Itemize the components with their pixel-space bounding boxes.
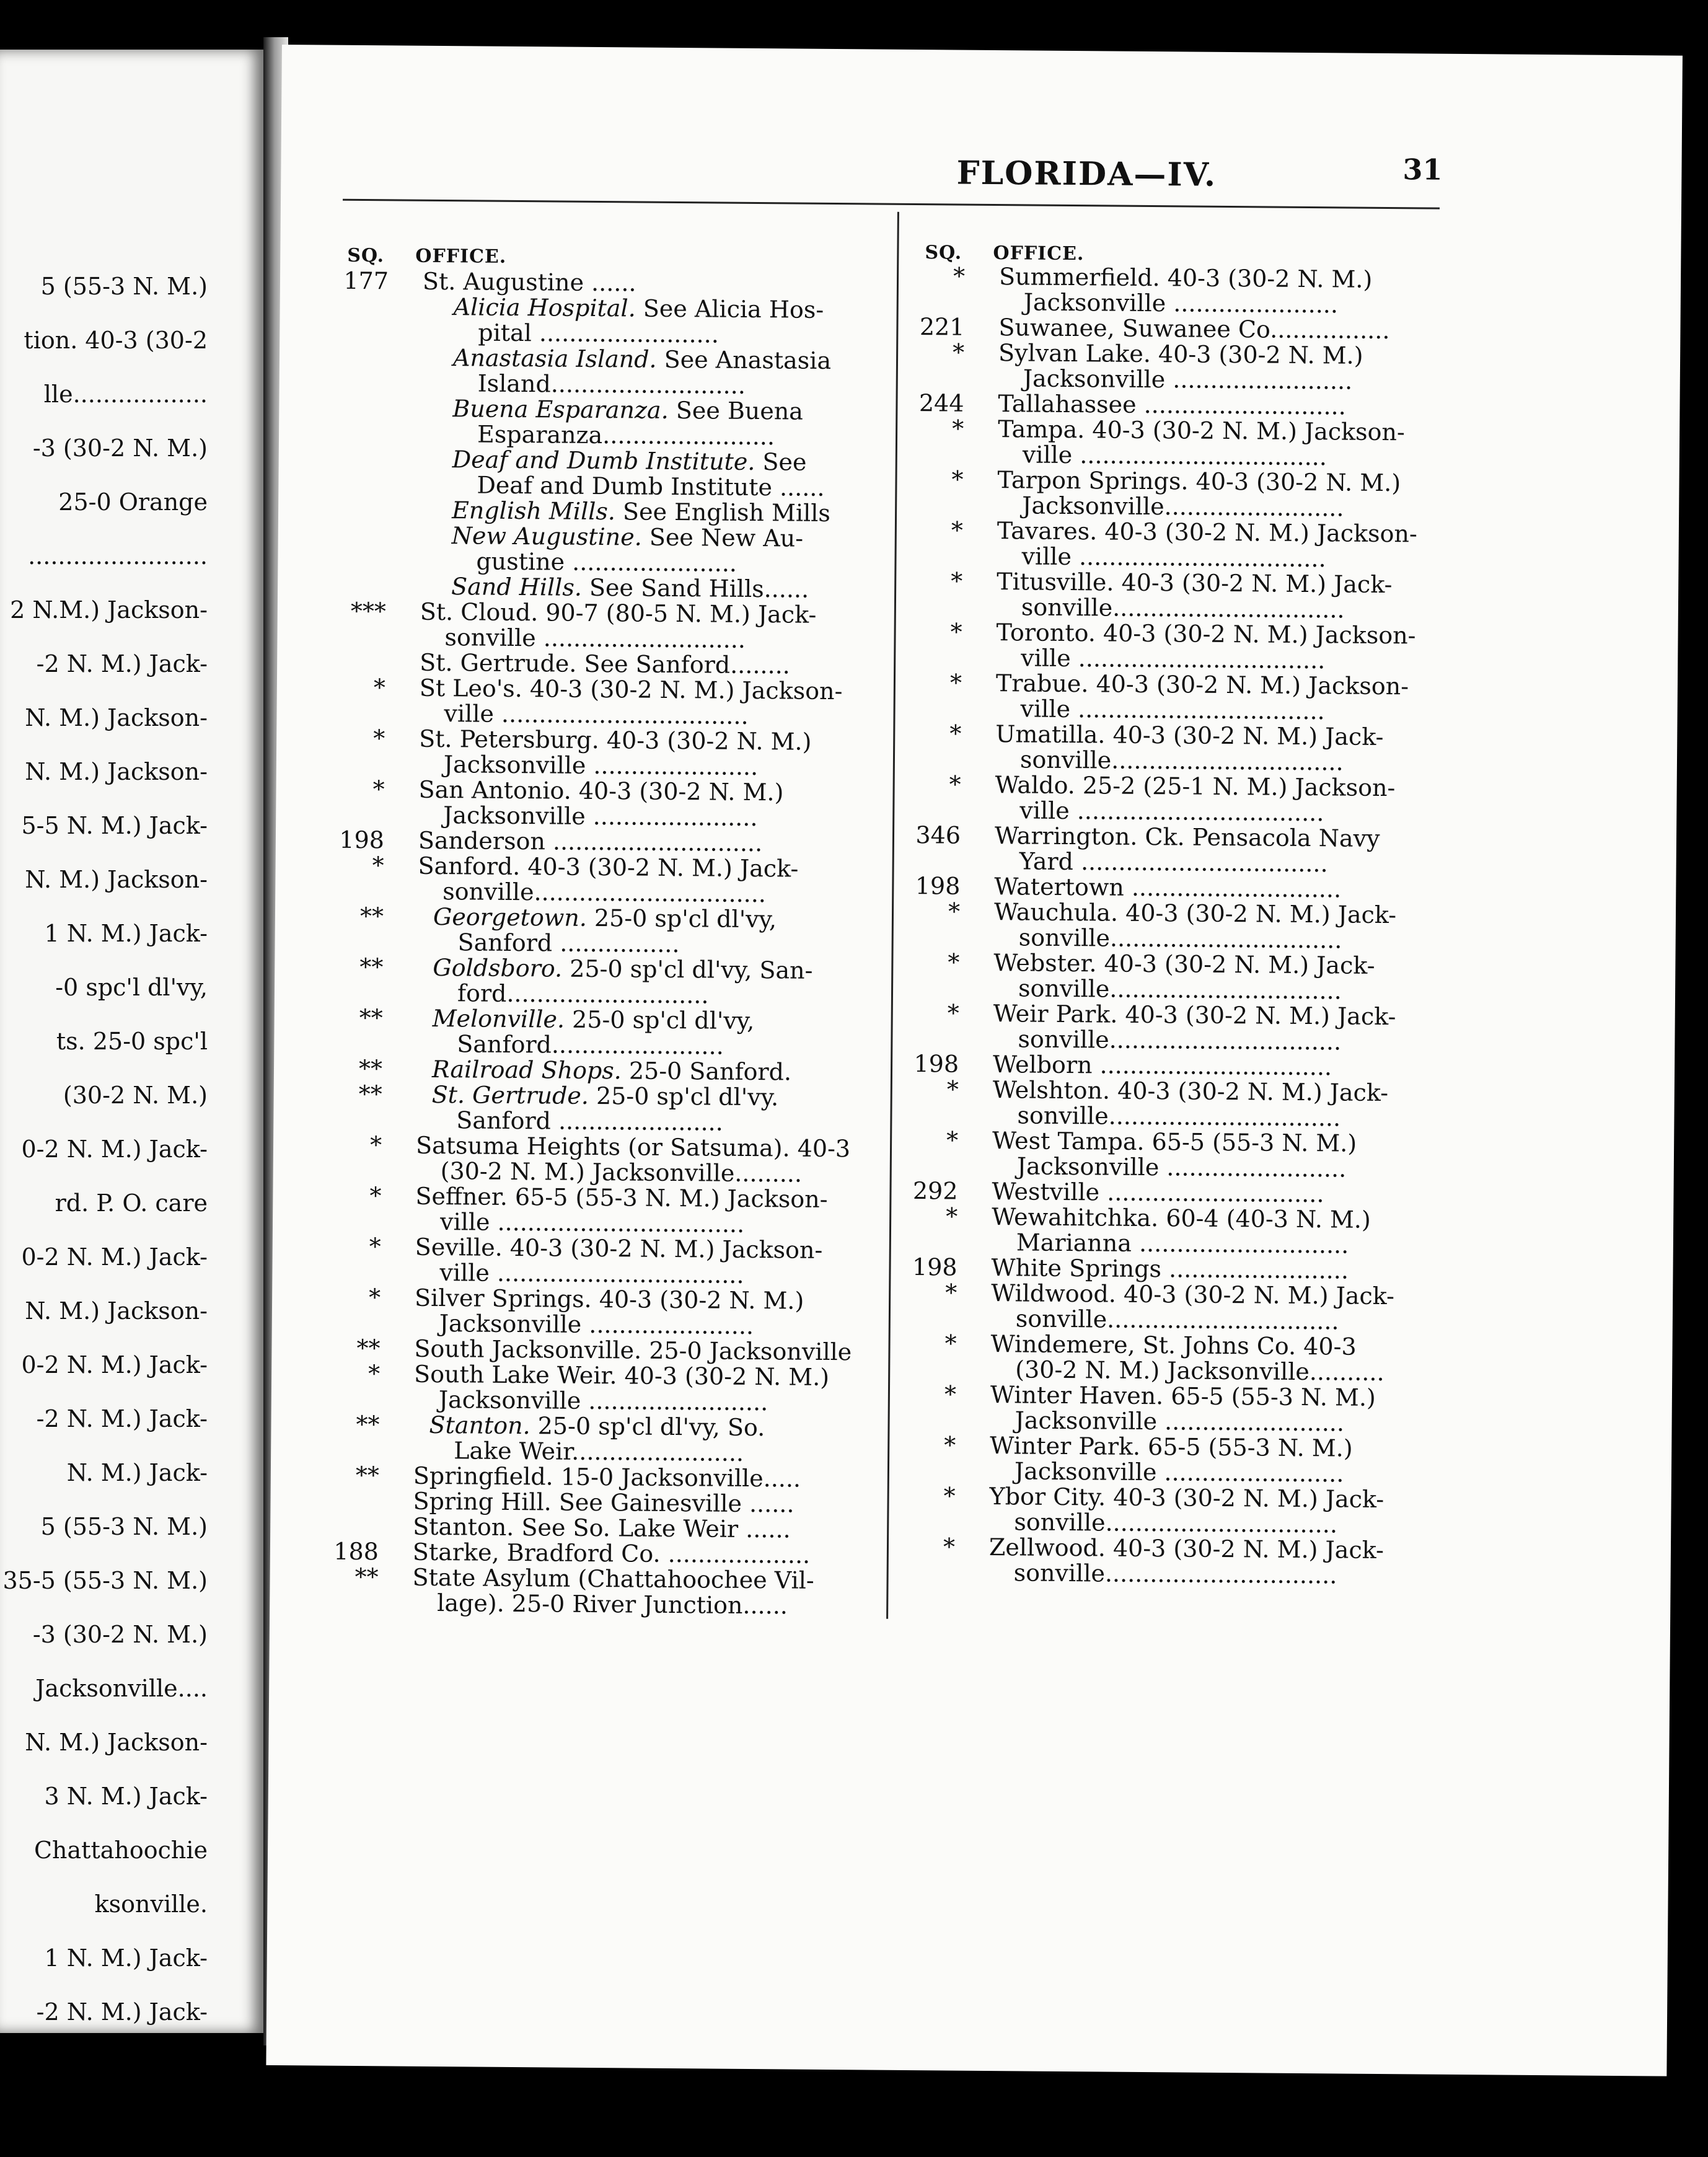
entry-square-number: * xyxy=(947,999,959,1027)
entry-continuation: sonville............................... xyxy=(1021,593,1345,624)
entry-square-number: * xyxy=(944,1330,957,1357)
gazetteer-entry xyxy=(369,1233,823,1289)
entry-office-name: Ybor City. 40-3 (30-2 N. M.) Jack- xyxy=(989,1483,1384,1514)
entry-office-name: Springfield. 15-0 Jacksonville..... xyxy=(413,1462,801,1493)
left-fragment-line: 0-2 N. M.) Jack- xyxy=(21,1351,208,1378)
entry-continuation: gustine ...................... xyxy=(476,547,737,577)
entry-continuation: ville ................................. xyxy=(1021,644,1326,674)
gazetteer-entry xyxy=(944,1330,1384,1387)
entry-square-number: * xyxy=(944,1431,956,1459)
left-fragment-line: 2 N.M.) Jackson- xyxy=(10,596,208,624)
entry-square-number: * xyxy=(369,1182,382,1210)
entry-office-name: Wauchula. 40-3 (30-2 N. M.) Jack- xyxy=(993,898,1397,929)
entry-office-name: South Jacksonville. 25-0 Jacksonville xyxy=(414,1334,852,1366)
entry-continuation: sonville............................... xyxy=(1017,1101,1341,1132)
page-title: FLORIDA—IV. xyxy=(956,154,1217,194)
entry-office-name: Deaf and Dumb Institute. See xyxy=(452,446,807,476)
entry-continuation: Deaf and Dumb Institute ...... xyxy=(477,471,825,501)
left-fragment-line: 1 N. M.) Jack- xyxy=(44,1944,208,1972)
gazetteer-entry xyxy=(951,415,1406,471)
entry-office-name: Melonville. 25-0 sp'cl dl'vy, xyxy=(432,1004,755,1035)
entry-square-number: * xyxy=(946,1126,959,1154)
left-fragment-line: Jacksonville.... xyxy=(35,1675,208,1702)
entry-office-name: Warrington. Ck. Pensacola Navy xyxy=(994,822,1380,852)
gazetteer-entry xyxy=(951,567,1393,624)
gazetteer-entry xyxy=(912,1177,1324,1208)
entry-office-name: Waldo. 25-2 (25-1 N. M.) Jackson- xyxy=(995,771,1396,802)
entry-square-number: * xyxy=(369,1233,381,1261)
entry-office-name: Tampa. 40-3 (30-2 N. M.) Jackson- xyxy=(997,415,1406,446)
entry-office-name: St. Gertrude. 25-0 sp'cl dl'vy. xyxy=(431,1080,779,1111)
gazetteer-entry xyxy=(373,725,812,781)
gazetteer-entry xyxy=(943,1482,1384,1538)
entry-continuation: sonville............................... xyxy=(1019,746,1344,776)
gazetteer-entry xyxy=(944,1431,1353,1488)
gazetteer-entry xyxy=(372,775,784,832)
gazetteer-entry xyxy=(950,618,1416,674)
entry-square-number xyxy=(312,522,387,523)
entry-continuation: Lake Weir....................... xyxy=(454,1437,744,1467)
gazetteer-entry xyxy=(339,826,763,857)
entry-office-name: Tallahassee ........................... xyxy=(998,390,1346,420)
entry-continuation: Jacksonville ........................ xyxy=(1015,1406,1345,1437)
entry-square-number: 346 xyxy=(915,821,961,849)
entry-office-name: Stanton. 25-0 sp'cl dl'vy, So. xyxy=(429,1411,765,1442)
left-fragment-line: -3 (30-2 N. M.) xyxy=(32,434,208,462)
entry-square-number xyxy=(311,649,385,650)
gazetteer-entry xyxy=(453,345,832,399)
gazetteer-entry xyxy=(947,999,1396,1056)
entry-square-number: * xyxy=(951,567,963,595)
left-fragment-line: 35-5 (55-3 N. M.) xyxy=(2,1567,208,1594)
entry-continuation: sonville............................... xyxy=(1018,924,1342,954)
entry-square-number: * xyxy=(951,415,964,443)
entry-continuation: Sanford ...................... xyxy=(456,1106,723,1136)
entry-square-number: *** xyxy=(350,597,386,625)
entry-continuation: sonville............................... xyxy=(1014,1508,1338,1538)
gazetteer-entry xyxy=(358,1080,779,1136)
left-fragment-line: 5 (55-3 N. M.) xyxy=(40,1513,208,1540)
entry-continuation: sonville............................... xyxy=(1018,1025,1342,1056)
gazetteer-entry xyxy=(359,953,813,1009)
entry-office-name: Westville ............................. xyxy=(992,1178,1324,1208)
entry-office-name: Alicia Hospital. See Alicia Hos- xyxy=(453,293,824,324)
entry-office-name: State Asylum (Chattahoochee Vil- xyxy=(412,1563,814,1594)
entry-continuation: Jacksonville ........................ xyxy=(438,1386,768,1416)
gazetteer-entry xyxy=(949,770,1396,827)
gazetteer-entry xyxy=(949,720,1384,776)
entry-office-name: Summerfield. 40-3 (30-2 N. M.) xyxy=(998,263,1373,293)
entry-continuation: Yard ................................. xyxy=(1019,847,1328,878)
entry-continuation: ville ................................. xyxy=(444,700,749,730)
gazetteer-entry xyxy=(913,1050,1332,1081)
entry-square-number: ** xyxy=(356,1334,381,1362)
entry-square-number: ** xyxy=(358,1080,382,1108)
entry-office-name: Titusville. 40-3 (30-2 N. M.) Jack- xyxy=(997,568,1393,599)
gazetteer-entry xyxy=(944,1380,1376,1437)
entry-square-number: * xyxy=(952,338,965,366)
entry-continuation: Marianna ............................ xyxy=(1016,1228,1349,1259)
entry-office-name: Welborn ............................... xyxy=(992,1051,1332,1081)
entry-square-number: ** xyxy=(359,1004,383,1032)
entry-office-name: Weir Park. 40-3 (30-2 N. M.) Jack- xyxy=(993,1000,1396,1031)
left-fragment-line: lle.................. xyxy=(43,381,208,408)
entry-square-number: * xyxy=(368,1360,381,1388)
entry-continuation: Jacksonville ........................ xyxy=(1014,1457,1344,1488)
entry-square-number: * xyxy=(948,948,960,976)
entry-square-number xyxy=(304,1513,379,1514)
entry-square-number: * xyxy=(953,262,966,290)
entry-continuation: Jacksonville ...................... xyxy=(443,801,758,832)
entry-office-name: Satsuma Heights (or Satsuma). 40-3 xyxy=(415,1131,851,1163)
entry-continuation: sonville ........................... xyxy=(444,624,746,653)
entry-office-name: Sylvan Lake. 40-3 (30-2 N. M.) xyxy=(998,339,1363,369)
left-fragment-line: (30-2 N. M.) xyxy=(63,1082,208,1109)
left-fragment-line: 1 N. M.) Jack- xyxy=(44,920,208,947)
gazetteer-entry xyxy=(952,338,1363,395)
entry-office-name: Seville. 40-3 (30-2 N. M.) Jackson- xyxy=(415,1233,823,1264)
gazetteer-entry xyxy=(949,669,1409,725)
gazetteer-entry xyxy=(946,1202,1371,1259)
left-fragment-line: -3 (30-2 N. M.) xyxy=(32,1621,208,1648)
entry-office-name: Suwanee, Suwanee Co................ xyxy=(998,314,1390,345)
entry-continuation: Jacksonville ...................... xyxy=(439,1310,754,1340)
entry-office-name: Webster. 40-3 (30-2 N. M.) Jack- xyxy=(993,949,1375,979)
gazetteer-entry xyxy=(452,447,825,501)
left-sq-header: SQ. xyxy=(347,244,385,267)
entry-square-number: * xyxy=(944,1380,957,1408)
gazetteer-entry xyxy=(452,396,803,449)
page-number: 31 xyxy=(1402,152,1443,187)
gazetteer-entry xyxy=(343,267,636,297)
entry-square-number: 198 xyxy=(915,872,961,900)
left-office-header: OFFICE. xyxy=(415,245,507,268)
entry-office-name: Sanderson ............................ xyxy=(418,826,763,857)
entry-office-name: Toronto. 40-3 (30-2 N. M.) Jackson- xyxy=(996,619,1416,650)
entry-continuation: sonville............................... xyxy=(1015,1305,1339,1335)
gazetteer-entry xyxy=(953,262,1373,319)
entry-office-name: Starke, Bradford Co. ................... xyxy=(412,1538,811,1569)
gazetteer-entry xyxy=(453,294,824,348)
entry-square-number: ** xyxy=(354,1563,379,1591)
gazetteer-entry xyxy=(948,898,1397,954)
gazetteer-entry xyxy=(354,1563,814,1620)
entry-continuation: ville ................................. xyxy=(1019,796,1324,827)
entry-continuation: ville ................................. xyxy=(439,1259,744,1289)
entry-office-name: White Springs ........................ xyxy=(991,1254,1349,1284)
left-fragment-line: 25-0 Orange xyxy=(58,488,208,516)
entry-square-number: * xyxy=(948,898,961,925)
entry-office-name: Winter Haven. 65-5 (55-3 N. M.) xyxy=(990,1381,1376,1411)
entry-continuation: ville ................................. xyxy=(439,1208,745,1238)
left-fragment-line: 5 (55-3 N. M.) xyxy=(40,273,208,300)
entry-office-name: Silver Springs. 40-3 (30-2 N. M.) xyxy=(414,1284,804,1315)
entry-square-number xyxy=(312,496,387,497)
gazetteer-entry xyxy=(373,674,843,730)
left-fragment-line: 3 N. M.) Jack- xyxy=(44,1783,208,1810)
gazetteer-entry xyxy=(356,1411,765,1467)
entry-continuation: sonville............................... xyxy=(442,878,767,908)
entry-office-name: Windemere, St. Johns Co. 40-3 xyxy=(990,1330,1357,1361)
entry-office-name: Umatilla. 40-3 (30-2 N. M.) Jack- xyxy=(995,720,1384,751)
entry-office-name: Goldsboro. 25-0 sp'cl dl'vy, San- xyxy=(433,953,813,984)
gazetteer-entry xyxy=(359,1004,755,1060)
entry-continuation: ville ................................. xyxy=(1021,542,1326,573)
left-fragment-line: N. M.) Jackson- xyxy=(25,1297,208,1325)
entry-office-name: Spring Hill. See Gainesville ...... xyxy=(413,1487,795,1518)
entry-office-name: Railroad Shops. 25-0 Sanford. xyxy=(431,1055,792,1086)
gazetteer-entry xyxy=(368,1284,804,1340)
entry-office-name: Georgetown. 25-0 sp'cl dl'vy, xyxy=(433,902,777,933)
entry-continuation: Jacksonville ...................... xyxy=(1023,288,1339,319)
entry-square-number: * xyxy=(949,669,962,697)
entry-office-name: St. Petersburg. 40-3 (30-2 N. M.) xyxy=(419,725,812,756)
entry-square-number: 292 xyxy=(912,1177,958,1205)
gazetteer-entry xyxy=(951,465,1401,522)
entry-square-number: * xyxy=(950,618,962,646)
entry-square-number: * xyxy=(373,725,385,752)
entry-continuation: Jacksonville........................ xyxy=(1022,492,1344,522)
left-fragment-line: ........................ xyxy=(28,542,208,570)
right-sq-header: SQ. xyxy=(925,242,962,264)
left-fragment-line: rd. P. O. care xyxy=(55,1189,208,1217)
entry-square-number: 244 xyxy=(918,389,964,417)
entry-continuation: Jacksonville ...................... xyxy=(443,751,759,781)
left-fragment-line: 0-2 N. M.) Jack- xyxy=(21,1136,208,1163)
entry-square-number: * xyxy=(945,1279,957,1307)
right-office-header: OFFICE. xyxy=(993,242,1085,265)
gazetteer-entry xyxy=(945,1279,1395,1335)
entry-continuation: sonville............................... xyxy=(1018,974,1342,1005)
left-fragment-line: N. M.) Jack- xyxy=(66,1459,208,1486)
entry-continuation: pital ........................ xyxy=(478,319,720,348)
gazetteer-entry xyxy=(915,821,1380,878)
entry-office-name: West Tampa. 65-5 (55-3 N. M.) xyxy=(992,1127,1357,1157)
gazetteer-entry xyxy=(951,516,1418,573)
entry-office-name: Watertown ............................ xyxy=(994,873,1342,903)
entry-office-name: Seffner. 65-5 (55-3 N. M.) Jackson- xyxy=(415,1182,828,1213)
entry-office-name: Zellwood. 40-3 (30-2 N. M.) Jack- xyxy=(988,1533,1384,1564)
entry-square-number: * xyxy=(372,775,385,803)
entry-square-number: 198 xyxy=(339,826,385,854)
entry-continuation: Jacksonville ........................ xyxy=(1016,1152,1347,1183)
header-rule xyxy=(343,199,1440,210)
left-fragment-line: N. M.) Jackson- xyxy=(25,758,208,785)
gazetteer-entry xyxy=(948,948,1375,1005)
entry-square-number xyxy=(314,344,388,345)
gazetteer-entry xyxy=(943,1533,1384,1589)
entry-continuation: ford........................... xyxy=(457,979,709,1009)
entry-square-number: 221 xyxy=(919,313,965,341)
entry-square-number: * xyxy=(951,465,964,493)
entry-office-name: Wewahitchka. 60-4 (40-3 N. M.) xyxy=(992,1203,1371,1233)
left-fragment-line: -2 N. M.) Jack- xyxy=(36,1998,208,2026)
left-fragment-line: ksonville. xyxy=(94,1890,208,1918)
entry-continuation: lage). 25-0 River Junction...... xyxy=(437,1589,788,1620)
entry-square-number: 198 xyxy=(913,1050,959,1078)
entry-square-number: 188 xyxy=(333,1537,379,1566)
gazetteer-entry xyxy=(369,1182,828,1238)
entry-continuation: ville ................................. xyxy=(1020,695,1325,725)
entry-square-number: * xyxy=(372,852,384,880)
entry-continuation: Island.......................... xyxy=(477,369,746,399)
left-fragment-line: -0 spc'l dl'vy, xyxy=(55,974,208,1001)
entry-square-number: * xyxy=(369,1131,382,1159)
left-fragment-line: N. M.) Jackson- xyxy=(25,1729,208,1756)
left-fragment-line: ts. 25-0 spc'l xyxy=(56,1028,208,1055)
gazetteer-entry xyxy=(359,902,777,958)
gazetteer-entry xyxy=(918,389,1346,420)
gazetteer-entry xyxy=(451,523,803,576)
entry-continuation: Esparanza....................... xyxy=(477,420,775,451)
entry-square-number: * xyxy=(943,1482,956,1510)
entry-square-number: ** xyxy=(358,1055,383,1083)
entry-office-name: Tavares. 40-3 (30-2 N. M.) Jackson- xyxy=(997,517,1418,548)
entry-office-name: Trabue. 40-3 (30-2 N. M.) Jackson- xyxy=(995,669,1409,700)
left-fragment-line: 0-2 N. M.) Jack- xyxy=(21,1243,208,1271)
entry-square-number: ** xyxy=(359,902,384,930)
gazetteer-entry xyxy=(369,1131,851,1188)
entry-office-name: St. Cloud. 90-7 (80-5 N. M.) Jack- xyxy=(420,598,817,629)
entry-square-number: * xyxy=(949,720,962,748)
entry-office-name: Sanford. 40-3 (30-2 N. M.) Jack- xyxy=(418,852,799,883)
entry-square-number: * xyxy=(946,1202,958,1230)
left-page xyxy=(0,50,263,2033)
gazetteer-entry xyxy=(946,1075,1389,1132)
entry-office-name: Wildwood. 40-3 (30-2 N. M.) Jack- xyxy=(991,1279,1395,1310)
gazetteer-entry xyxy=(350,597,817,653)
entry-office-name: St. Gertrude. See Sanford........ xyxy=(420,648,791,679)
entry-square-number: ** xyxy=(355,1462,380,1489)
entry-continuation: sonville............................... xyxy=(1013,1559,1337,1589)
entry-square-number: 177 xyxy=(343,267,389,295)
left-fragment-line: N. M.) Jackson- xyxy=(25,866,208,893)
entry-square-number: 198 xyxy=(912,1253,957,1281)
entry-continuation: Jacksonville ........................ xyxy=(1023,364,1353,395)
entry-office-name: Buena Esparanza. See Buena xyxy=(452,395,804,425)
entry-square-number: ** xyxy=(359,953,384,981)
left-fragment-line: 5-5 N. M.) Jack- xyxy=(21,812,208,839)
left-fragment-line: -2 N. M.) Jack- xyxy=(36,650,208,677)
entry-office-name: Anastasia Island. See Anastasia xyxy=(452,344,832,374)
entry-square-number: * xyxy=(943,1533,956,1561)
entry-continuation: (30-2 N. M.) Jacksonville......... xyxy=(440,1157,803,1188)
entry-continuation: (30-2 N. M.) Jacksonville.......... xyxy=(1015,1356,1384,1387)
entry-office-name: Sand Hills. See Sand Hills...... xyxy=(451,573,809,603)
gazetteer-entry xyxy=(946,1126,1357,1183)
entry-office-name: South Lake Weir. 40-3 (30-2 N. M.) xyxy=(413,1360,830,1392)
entry-office-name: Tarpon Springs. 40-3 (30-2 N. M.) xyxy=(997,466,1401,497)
gazetteer-entry xyxy=(368,1360,830,1416)
entry-continuation: ville ................................. xyxy=(1022,441,1327,471)
left-fragment-line: Chattahoochie xyxy=(33,1837,208,1864)
entry-continuation: Sanford ................ xyxy=(457,929,680,958)
entry-office-name: Stanton. See So. Lake Weir ...... xyxy=(413,1512,791,1543)
entry-square-number: * xyxy=(373,674,386,702)
entry-office-name: St Leo's. 40-3 (30-2 N. M.) Jackson- xyxy=(419,674,843,705)
left-fragment-line: tion. 40-3 (30-2 xyxy=(24,327,208,354)
entry-office-name: New Augustine. See New Au- xyxy=(451,522,804,552)
entry-office-name: St. Augustine ...... xyxy=(422,267,636,297)
entry-square-number: * xyxy=(949,770,961,798)
entry-square-number: * xyxy=(951,516,964,544)
entry-office-name: San Antonio. 40-3 (30-2 N. M.) xyxy=(418,775,784,806)
entry-continuation: Sanford....................... xyxy=(457,1030,724,1060)
entry-office-name: English Mills. See English Mills xyxy=(451,496,831,527)
gazetteer-entry xyxy=(372,852,799,908)
entry-office-name: Welshton. 40-3 (30-2 N. M.) Jack- xyxy=(992,1076,1389,1107)
gazetteer-entry xyxy=(915,872,1342,903)
entry-office-name: Winter Park. 65-5 (55-3 N. M.) xyxy=(990,1432,1353,1462)
left-fragment-line: -2 N. M.) Jack- xyxy=(36,1405,208,1432)
entry-square-number: * xyxy=(946,1075,959,1103)
entry-square-number: ** xyxy=(356,1411,380,1439)
right-page xyxy=(266,45,1683,2076)
entry-square-number: * xyxy=(368,1284,381,1312)
left-fragment-line: N. M.) Jackson- xyxy=(25,704,208,731)
